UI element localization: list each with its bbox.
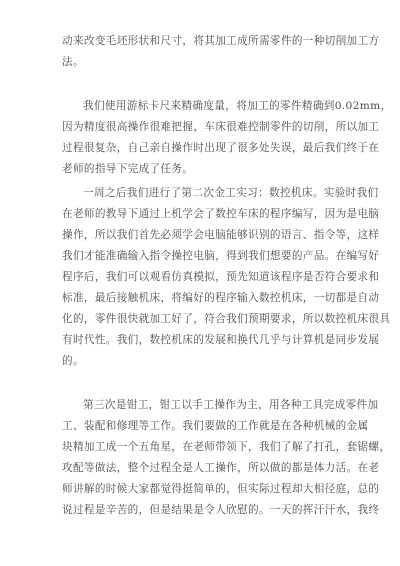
paragraph-line: 在老师的教导下通过上机学会了数控车床的程序编写，因为是电脑 bbox=[62, 208, 380, 220]
paragraph-line: 因为精度很高操作很难把握，车床很难控制零件的切削，所以加工 bbox=[62, 121, 380, 133]
paragraph-line: 一周之后我们进行了第二次金工实习：数控机床。实验时我们 bbox=[83, 187, 379, 199]
paragraph-line: 有时代性。我们，数控机床的发展和换代几乎与计算机是同步发展 bbox=[62, 334, 380, 346]
paragraph-line: 过程很复杂，自己亲自操作时出现了很多处失误，最后我们终于在 bbox=[62, 142, 380, 154]
paragraph-line: 工、装配和修理等工作。我们要做的工作就是在各种机械的金属 bbox=[62, 420, 369, 432]
paragraph-line: 第三次是钳工，钳工以手工操作为主，用各种工具完成零件加 bbox=[83, 399, 379, 411]
paragraph-line: 攻配等做法，整个过程全是人工操作，所以做的都是体力活。在老 bbox=[62, 462, 380, 474]
paragraph-line: 块精加工成一个五角星，在老师带领下，我们了解了打孔，套锯螺， bbox=[62, 441, 391, 453]
paragraph-line: 老师的指导下完成了任务。 bbox=[62, 163, 194, 175]
paragraph-line: 师讲解的时候大家都觉得挺简单的，但实际过程却大相径庭，总的 bbox=[62, 483, 380, 495]
paragraph-line: 操作，所以我们首先必须学会电脑能够识别的语言、指令等，这样 bbox=[62, 229, 380, 241]
paragraph-line: 法。 bbox=[62, 56, 84, 68]
paragraph-line: 我们使用游标卡尺来精确度量，将加工的零件精确到0.02mm， bbox=[83, 100, 392, 112]
paragraph-line: 标准，最后接触机床，将编好的程序输入数控机床，一切都是自动 bbox=[62, 292, 380, 304]
paragraph-line: 程序后，我们可以观看仿真模拟，预先知道该程序是否符合要求和 bbox=[62, 271, 380, 283]
paragraph-line: 化的，零件很快就加工好了，符合我们预期要求，所以数控机床很具 bbox=[62, 313, 391, 325]
paragraph-line: 动来改变毛坯形状和尺寸，将其加工成所需零件的一种切削加工方 bbox=[62, 35, 380, 47]
paragraph-line: 说过程是辛苦的，但是结果是令人欣慰的。一天的挥汗汗水，我终 bbox=[62, 504, 380, 516]
paragraph-line: 的。 bbox=[62, 355, 84, 367]
paragraph-line: 我们才能准确输入指令操控电脑，得到我们想要的产品。在编写好 bbox=[62, 250, 380, 262]
